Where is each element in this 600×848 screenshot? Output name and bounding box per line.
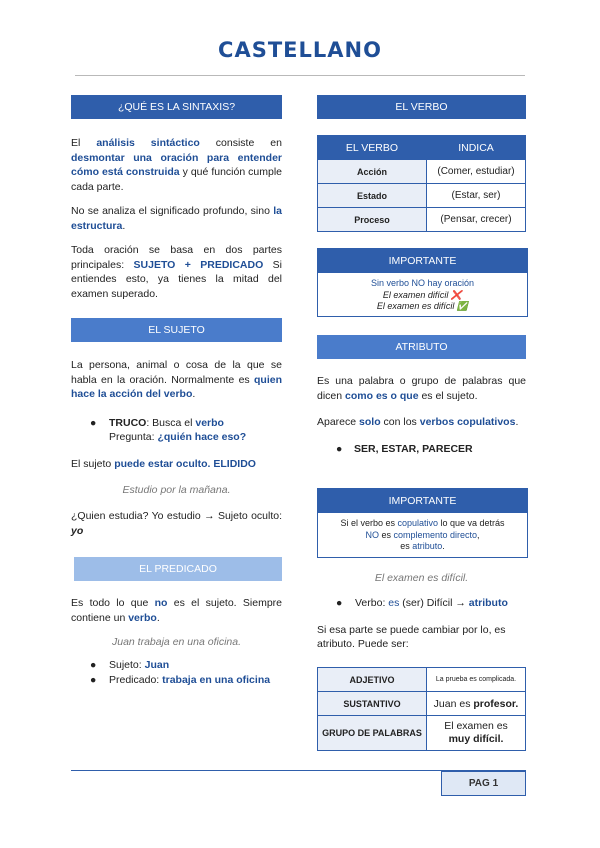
importante-line-3: El examen es difícil ✅ xyxy=(376,301,469,311)
sujeto-header: EL SUJETO xyxy=(71,318,282,342)
check-icon: ✅ xyxy=(456,301,469,311)
predicado-bullet-predicado: ● Predicado: trabaja en una oficina xyxy=(90,673,271,686)
verbo-section xyxy=(317,95,526,232)
verbo-header: EL VERBO xyxy=(317,95,526,119)
importante-line-1: Sin verbo NO hay oración xyxy=(370,278,475,288)
predicado-header: EL PREDICADO xyxy=(74,557,282,581)
table-row: SUSTANTIVO Juan es profesor. xyxy=(318,692,526,716)
atributo-paragraph-1: Es una palabra o grupo de palabras que dicen como es o que es el sujeto. xyxy=(317,375,526,402)
verbo-bullet: ● Verbo: es (ser) Difícil → atributo xyxy=(336,597,508,609)
sujeto-paragraph-3: ¿Quien estudia? Yo estudio → Sujeto oculto: yo xyxy=(71,510,282,537)
page-number: PAG 1 xyxy=(441,771,526,796)
importante-header-1: IMPORTANTE xyxy=(318,249,527,273)
title-divider xyxy=(75,75,525,76)
truco-bullet: ● TRUCO: Busca el verbo Pregunta: ¿quién hace eso? xyxy=(90,416,247,443)
sujeto-example: Estudio por la mañana. xyxy=(122,484,231,496)
atributo-table-wrap xyxy=(317,667,526,751)
sintaxis-paragraph-1: El análisis sintáctico consiste en desmontar una oración para entender cómo está construida y qué función cumple cada parte. xyxy=(71,137,282,193)
importante2-line-2: NO es complemento directo, xyxy=(365,529,480,540)
table-row: Proceso (Pensar, crecer) xyxy=(318,208,526,232)
predicado-paragraph-1: Es todo lo que no es el sujeto. Siempre contiene un verbo. xyxy=(71,597,282,624)
predicado-section xyxy=(71,557,282,687)
sintaxis-section xyxy=(71,95,282,301)
atributo-bullet: ● SER, ESTAR, PARECER xyxy=(336,442,473,455)
sintaxis-paragraph-2: No se analiza el significado profundo, sino la estructura. xyxy=(71,205,282,232)
importante-header-2: IMPORTANTE xyxy=(318,489,527,513)
atributo-header: ATRIBUTO xyxy=(317,335,526,359)
importante2-line-3: es atributo. xyxy=(400,541,445,551)
verbo-table xyxy=(317,135,526,232)
table-row: ADJETIVO La prueba es complicada. xyxy=(318,668,526,692)
sintaxis-paragraph-3: Toda oración se basa en dos partes principales: SUJETO + PREDICADO Si entiendes esto, ya tienes la mitad del examen superado. xyxy=(71,244,282,300)
sintaxis-header: ¿QUÉ ES LA SINTAXIS? xyxy=(71,95,282,119)
verbo-table-head-2: INDICA xyxy=(427,136,526,160)
table-row: GRUPO DE PALABRAS El examen es muy difícil. xyxy=(318,716,526,751)
atributo-table xyxy=(317,667,526,751)
atributo-paragraph-3: Si esa parte se puede cambiar por lo, es atributo. Puede ser: xyxy=(317,623,506,650)
importante-line-2: El examen difícil ❌ xyxy=(382,289,463,300)
sujeto-paragraph-2: El sujeto puede estar oculto. ELIDIDO xyxy=(71,457,256,470)
atributo-examples xyxy=(317,572,526,652)
atributo-paragraph-2: Aparece solo con los verbos copulativos. xyxy=(317,416,519,428)
atributo-example: El examen es difícil. xyxy=(374,572,469,584)
page-title: CASTELLANO xyxy=(218,38,382,62)
importante-box-1 xyxy=(317,248,528,317)
predicado-bullet-sujeto: ● Sujeto: Juan xyxy=(90,659,170,671)
verbo-table-head-1: EL VERBO xyxy=(318,136,427,160)
sujeto-paragraph-1: La persona, animal o cosa de la que se habla en la oración. Normalmente es quien hace la acción del verbo. xyxy=(71,359,282,400)
predicado-example: Juan trabaja en una oficina. xyxy=(111,636,241,648)
cross-icon: ❌ xyxy=(450,289,463,300)
importante-box-2 xyxy=(317,488,528,558)
table-row: Acción (Comer, estudiar) xyxy=(318,160,526,184)
table-row: Estado (Estar, ser) xyxy=(318,184,526,208)
atributo-section xyxy=(317,335,526,456)
sujeto-section xyxy=(71,318,282,538)
importante2-line-1: Si el verbo es copulativo lo que va detrás xyxy=(340,518,505,528)
